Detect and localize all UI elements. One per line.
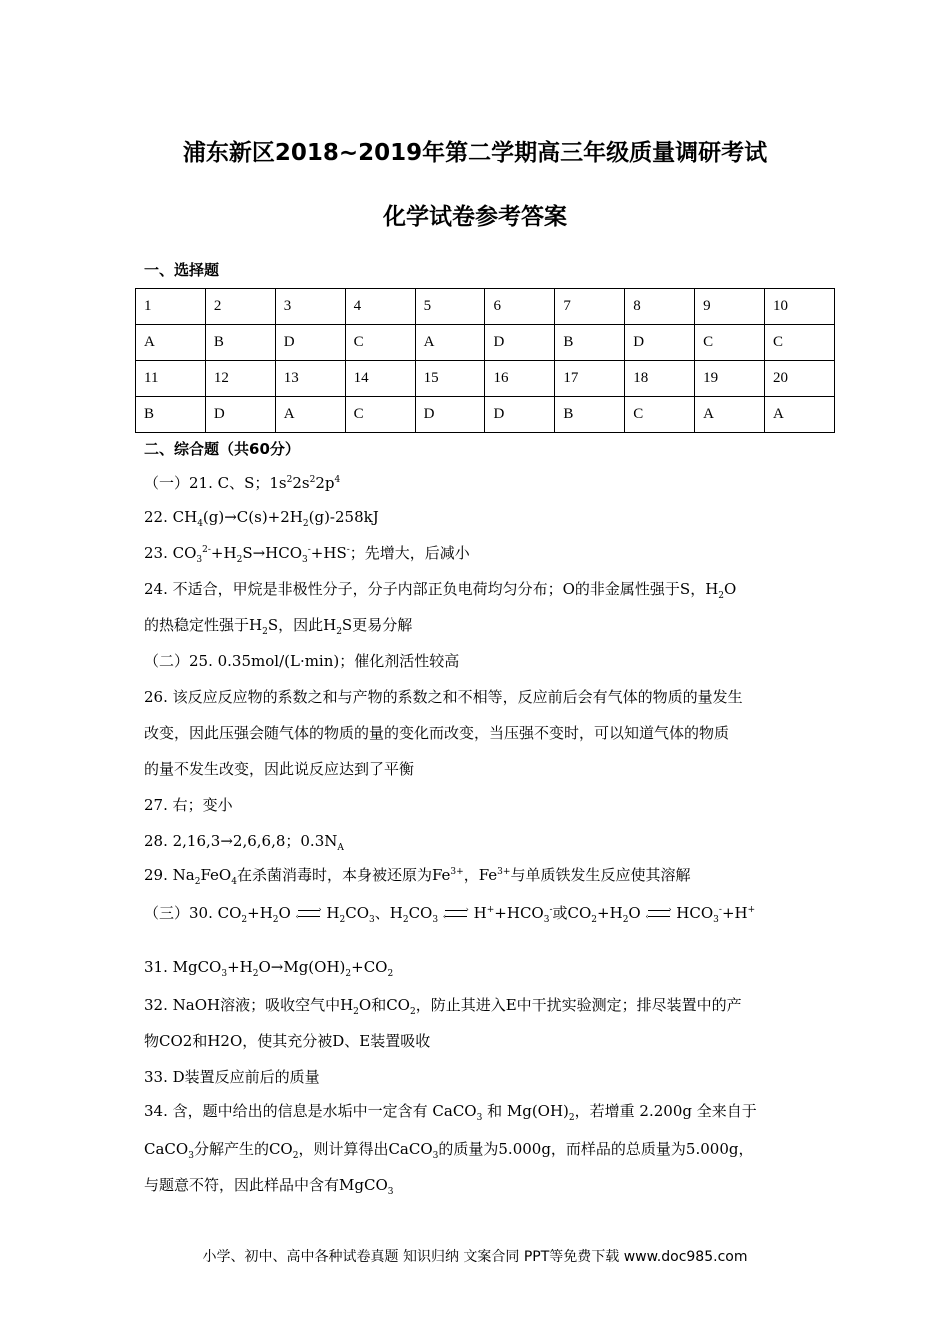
answer-25: （二）25. 0.35mol/(L·min)；催化剂活性较高	[144, 652, 460, 670]
answer-32-line-2: 物CO2和H2O，使其充分被D、E装置吸收	[144, 1032, 431, 1050]
answer-cell: C	[695, 325, 765, 361]
question-number-row	[136, 361, 835, 397]
question-number-cell: 15	[415, 361, 485, 397]
answer-34-line-2: CaCO$_3$分解产生的$CO_2$，则计算得出CaCO$_3$的质量为5.000g，而样品的总质量为5.000g，	[144, 1140, 754, 1161]
question-number-cell: 13	[275, 361, 345, 397]
answer-cell: A	[136, 325, 206, 361]
answer-cell: D	[625, 325, 695, 361]
question-number-cell: 11	[136, 361, 206, 397]
exam-subtitle: 化学试卷参考答案	[383, 204, 567, 230]
question-number-cell: 12	[205, 361, 275, 397]
equilibrium-arrow-icon: › ‹	[442, 905, 469, 921]
answer-24-line-2: 的热稳定性强于$H_2S$，因此$H_2S$更易分解	[144, 616, 413, 637]
answer-cell: C	[625, 397, 695, 433]
footer-note: 小学、初中、高中各种试卷真题 知识归纳 文案合同 PPT等免费下载 www.doc985.com	[202, 1249, 748, 1265]
answer-34-line-1: 34. 含，题中给出的信息是水垢中一定含有 CaCO$_3$ 和 $Mg(OH)_2$，若增重 2.200g 全来自于	[144, 1102, 757, 1123]
question-number-cell: 16	[485, 361, 555, 397]
answer-26-line-1: 26. 该反应反应物的系数之和与产物的系数之和不相等，反应前后会有气体的物质的量发生	[144, 688, 743, 706]
answer-cell: A	[275, 397, 345, 433]
answer-22: 22. $CH_4(g)\to C(s)+2H_2(g)-258kJ$	[144, 508, 379, 529]
answer-cell: B	[555, 397, 625, 433]
answer-cell: B	[205, 325, 275, 361]
equilibrium-arrow-icon: › ‹	[295, 905, 322, 921]
question-number-cell: 2	[205, 289, 275, 325]
answer-key-row	[136, 325, 835, 361]
question-number-cell: 10	[765, 289, 835, 325]
question-number-cell: 17	[555, 361, 625, 397]
answer-cell: A	[765, 397, 835, 433]
multiple-choice-answer-table	[135, 288, 835, 433]
answer-33: 33. D装置反应前后的质量	[144, 1068, 320, 1086]
exam-title: 浦东新区2018~2019年第二学期高三年级质量调研考试	[182, 140, 768, 166]
question-number-cell: 7	[555, 289, 625, 325]
question-number-cell: 9	[695, 289, 765, 325]
answer-26-line-2: 改变，因此压强会随气体的物质的量的变化而改变，当压强不变时，可以知道气体的物质	[144, 724, 730, 742]
question-number-cell: 3	[275, 289, 345, 325]
answer-29: 29. $Na_2FeO_4$在杀菌消毒时，本身被还原为$Fe^{3+}$，$Fe^{3+}$与单质铁发生反应使其溶解	[144, 866, 691, 887]
question-number-cell: 5	[415, 289, 485, 325]
answer-cell: D	[415, 397, 485, 433]
question-number-cell: 6	[485, 289, 555, 325]
answer-cell: C	[345, 397, 415, 433]
answer-24-line-1: 24. 不适合，甲烷是非极性分子，分子内部正负电荷均匀分布；O的非金属性强于S，$H_2O$	[144, 580, 737, 601]
answer-cell: D	[485, 397, 555, 433]
question-number-cell: 4	[345, 289, 415, 325]
answer-cell: D	[205, 397, 275, 433]
answer-26-line-3: 的量不发生改变，因此说反应达到了平衡	[144, 760, 415, 778]
answer-cell: B	[555, 325, 625, 361]
question-number-cell: 18	[625, 361, 695, 397]
answer-23: 23. $CO_3^{2-}+H_2S\to HCO_3^-+HS^-$；先增大，后减小	[144, 544, 470, 565]
answer-cell: A	[695, 397, 765, 433]
section-comprehensive-heading: 二、综合题（共60分）	[144, 440, 300, 458]
answer-30: （三）30. $CO_2+H_2O$ › ‹ $H_2CO_3$、$H_2CO_3$ › ‹ $H^++HCO_3^-$或$CO_2+H_2O$ › ‹ $HCO_3^-+H^+$	[144, 904, 756, 925]
answer-key-row	[136, 397, 835, 433]
question-number-cell: 20	[765, 361, 835, 397]
answer-31: 31. $MgCO_3+H_2O\to Mg(OH)_2+CO_2$	[144, 958, 394, 979]
answer-32-line-1: 32. NaOH溶液；吸收空气中$H_2O$和$CO_2$，防止其进入E中干扰实验测定；排尽装置中的产	[144, 996, 742, 1017]
answer-cell: A	[415, 325, 485, 361]
equilibrium-arrow-icon: › ‹	[645, 905, 672, 921]
question-number-cell: 19	[695, 361, 765, 397]
answer-34-line-3: 与题意不符，因此样品中含有MgCO$_3$	[144, 1176, 394, 1197]
answer-cell: D	[485, 325, 555, 361]
answer-cell: C	[765, 325, 835, 361]
question-number-cell: 14	[345, 361, 415, 397]
question-number-cell: 8	[625, 289, 695, 325]
answer-21: （一）21. C、S；$1s^22s^22p^4$	[144, 474, 341, 492]
question-number-row	[136, 289, 835, 325]
answer-27: 27. 右；变小	[144, 796, 233, 814]
answer-cell: D	[275, 325, 345, 361]
question-number-cell: 1	[136, 289, 206, 325]
section-multiple-choice-heading: 一、选择题	[144, 261, 220, 279]
answer-cell: B	[136, 397, 206, 433]
answer-28: 28. 2,16,3→2,6,6,8；$0.3N_A$	[144, 832, 344, 853]
answer-cell: C	[345, 325, 415, 361]
